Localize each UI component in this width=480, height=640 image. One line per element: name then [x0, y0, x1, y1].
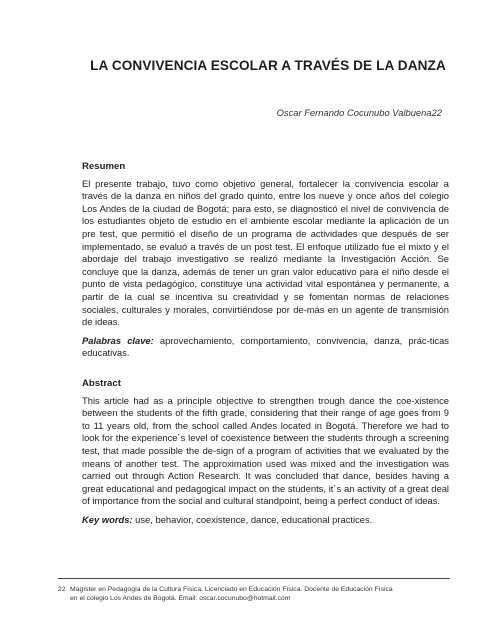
- resumen-section: [82, 161, 449, 360]
- footnote-number: 22: [58, 586, 66, 593]
- palabras-clave: [82, 335, 449, 360]
- abstract-section: [82, 378, 449, 527]
- palabras-clave-label: Palabras clave:: [82, 334, 154, 346]
- palabras-clave-text: aprovechamiento, comportamiento, convivencia, danza, prác-ticas educativas.: [82, 334, 449, 359]
- footnote-text-1: Magíster en Pedagogía de la Cultura Física. Licenciado en Educación Física. Docente de Educación Física: [70, 586, 393, 593]
- key-words-text: use, behavior, coexistence, dance, educational practices.: [132, 513, 373, 525]
- author-name: Oscar Fernando Cocunubo Valbuena22: [276, 107, 442, 118]
- resumen-heading: Resumen: [82, 161, 126, 172]
- key-words: [82, 514, 449, 527]
- resumen-body: El presente trabajo, tuvo como objetivo general, fortalecer la convivencia escolar a través de la danza en niños del grado quinto, entre los nueve y once años del colegio Los Andes de la ciudad de Bogotá; para esto, se diagnosticó el nivel de convivencia de los estudiantes objeto de estudio en el ambiente escolar mediante la aplicación de un pre test, que permitió el diseño de un programa de actividades que después de ser implementado, se evaluó a través de un post test. El enfoque utilizado fue el mixto y el abordaje del trabajo investigativo se realizó mediante la Investigación Acción. Se concluye que la danza, además de tener un gran valor educativo para el niño desde el punto de vista pedagógico, constituye una actividad vital espontánea y permanente, a partir de la cual se incentiva su creatividad y se fomentan normas de relaciones sociales, culturales y morales, convirtiéndose por de-más en un agente de transmisión de ideas.: [82, 177, 449, 328]
- abstract-heading: Abstract: [82, 378, 121, 389]
- footnote-text-2: en el colegio Los Andes de Bogotá. Email: oscar.cocunubo@hotmail.com: [70, 595, 291, 603]
- abstract-body: This article had as a principle objective to strengthen trough dance the coe-xistence between the students of the fifth grade, considering that their range of age goes from 9 to 11 years old, from the school called Andes located in Bogotá. Therefore we had to look for the experience´s level of coexistence between the students through a screening test, that made possible the de-sign of a program of activities that we evaluated by the means of another test. The approximation used was mixed and the investigation was carried out through Action Research. It was concluded that dance, besides having a great educational and pedagogical impact on the students, it´s an activity of a great deal of importance from the social and cultural standpoint, being a perfect conduct of ideas.: [82, 394, 449, 507]
- paper-title: LA CONVIVENCIA ESCOLAR A TRAVÉS DE LA DANZA: [90, 58, 446, 73]
- footnote: [58, 578, 450, 604]
- footnote-line-1: [58, 585, 450, 594]
- key-words-label: Key words:: [82, 513, 133, 525]
- footnote-line-2: [58, 594, 450, 603]
